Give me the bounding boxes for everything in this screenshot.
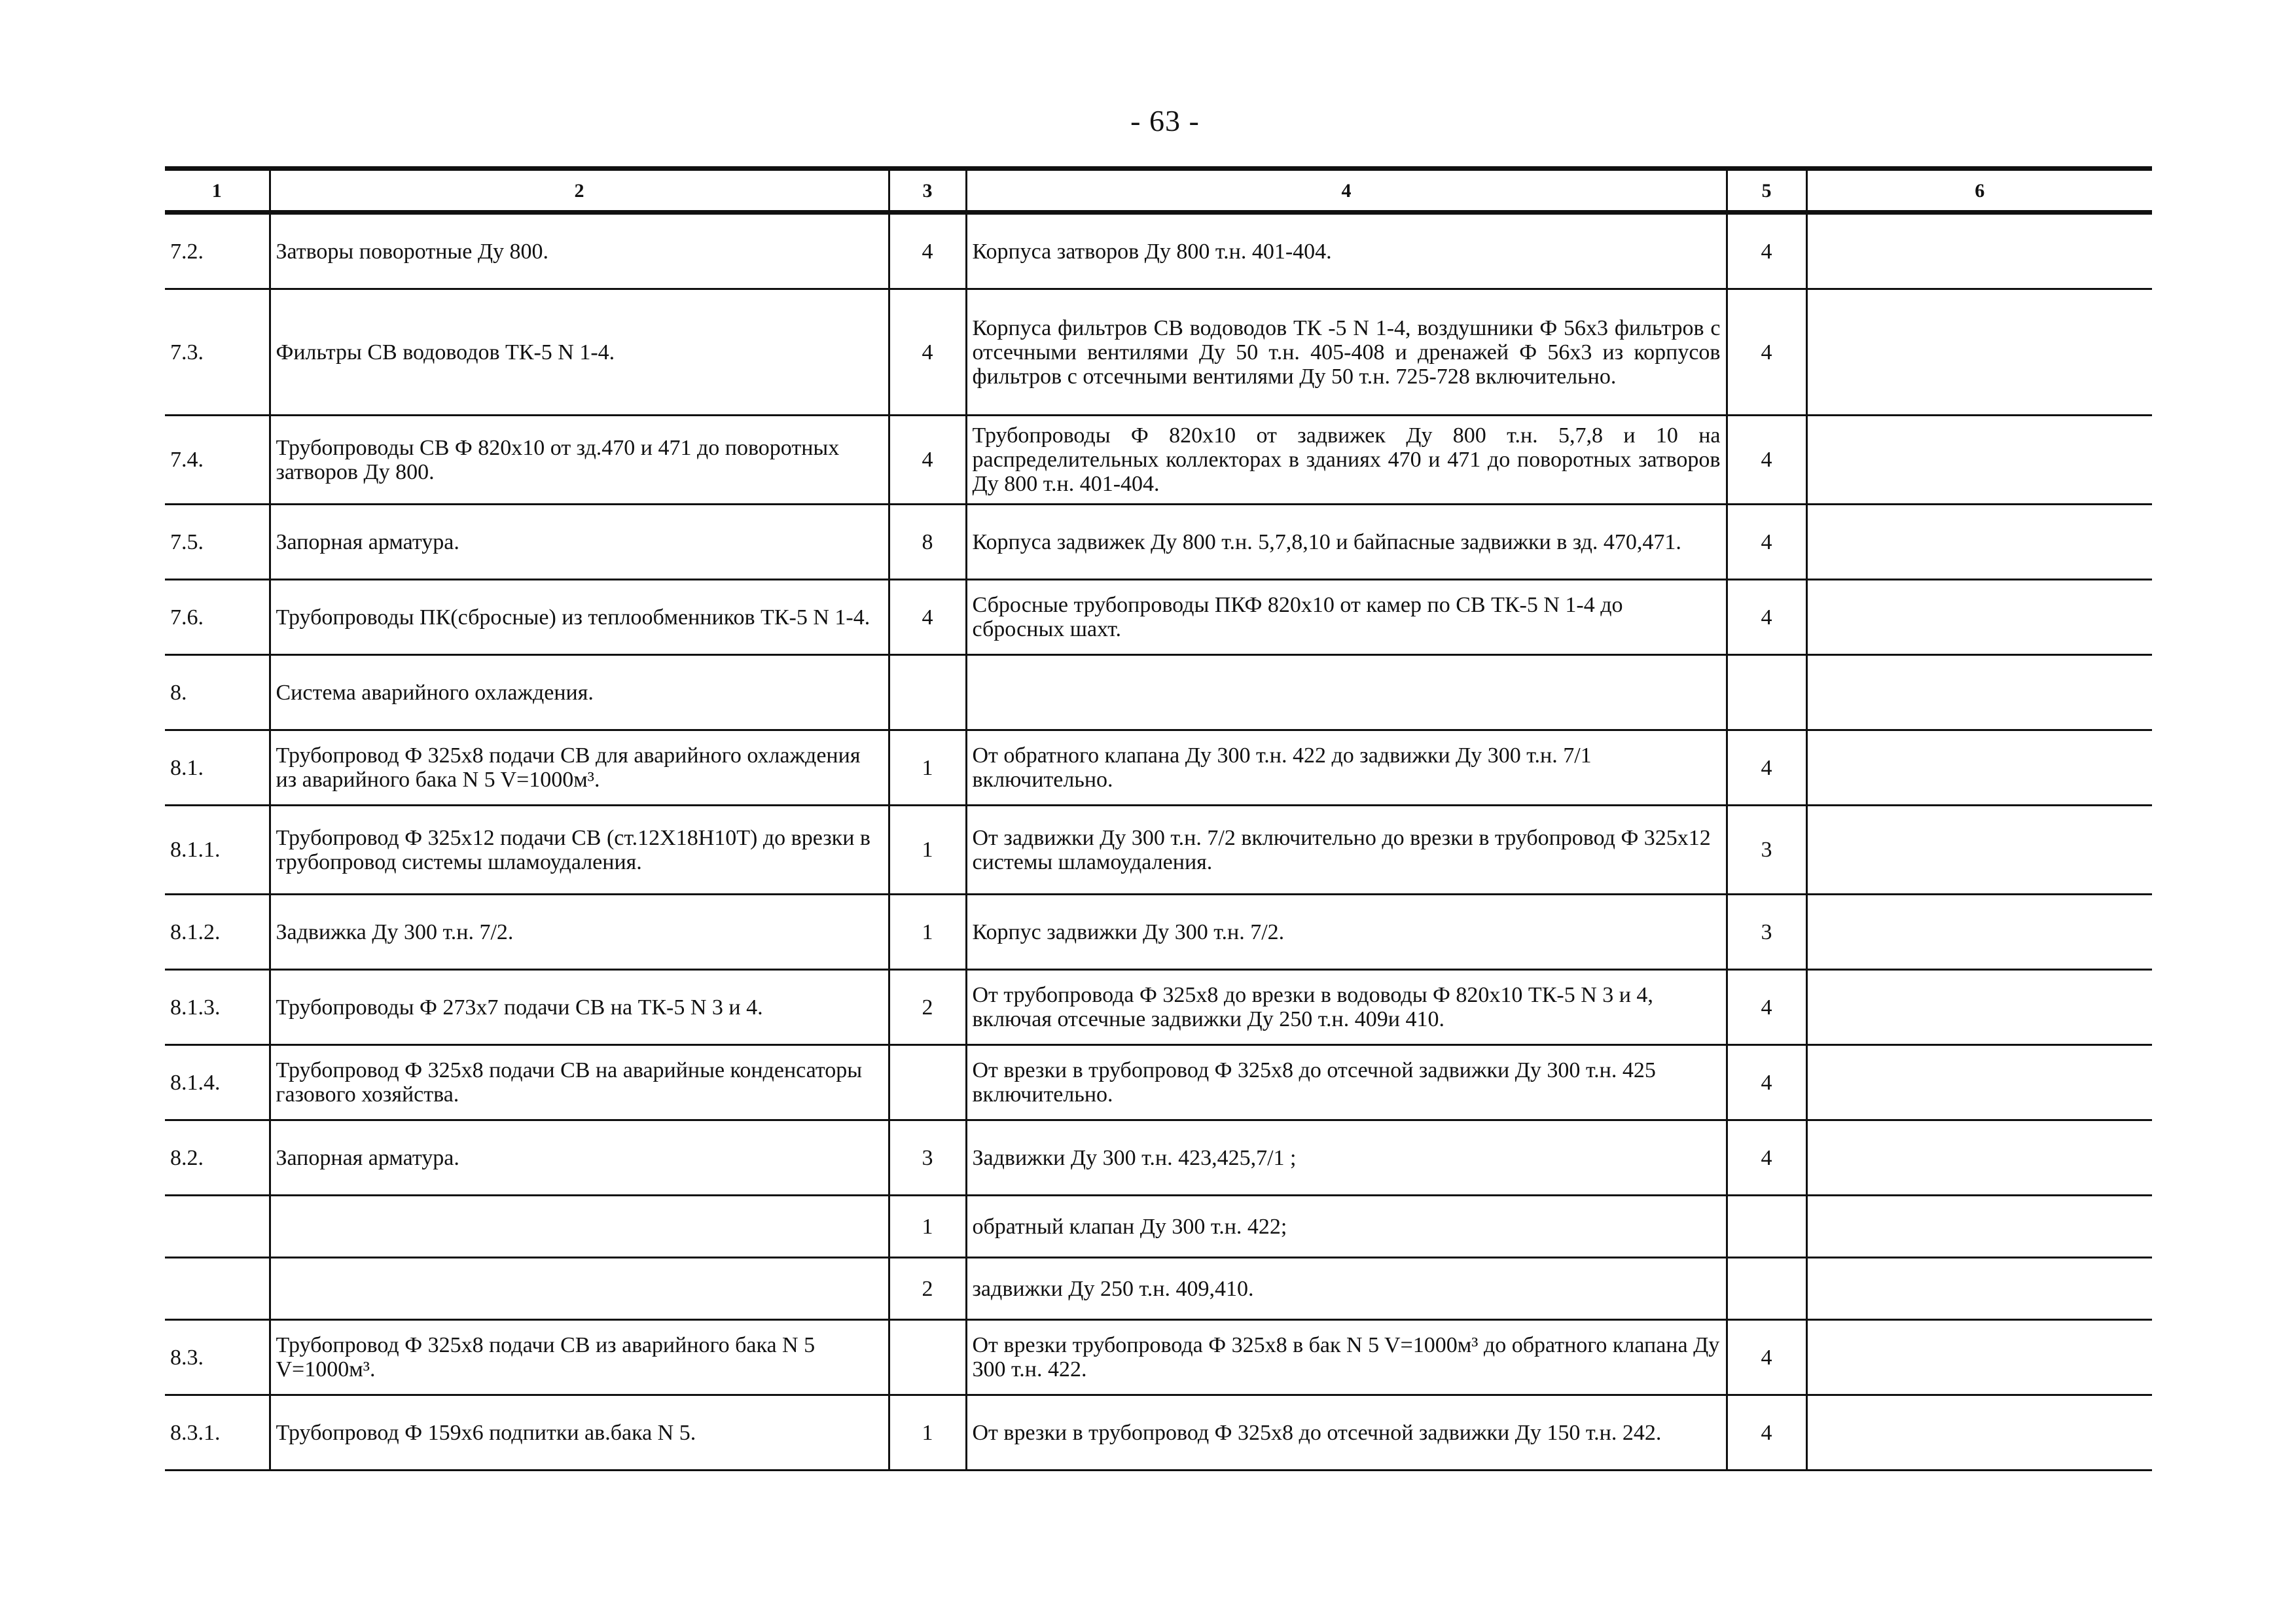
item-category: 4 [1727,416,1806,505]
table-row [165,1120,2152,1196]
item-name: Запорная арматура. [270,1120,889,1196]
item-description: От врезки трубопровода Ф 325х8 в бак N 5 V=1000м³ до обратного клапана Ду 300 т.н. 422. [966,1320,1727,1395]
table-row [165,505,2152,580]
item-category [1727,655,1806,730]
item-note [1806,1120,2152,1196]
item-category: 4 [1727,970,1806,1045]
item-note [1806,730,2152,806]
item-description: Корпуса фильтров СВ водоводов ТК -5 N 1-4, воздушники Ф 56х3 фильтров с отсечными вентилями Ду 50 т.н. 405-408 и дренажей Ф 56х3 из корпусов фильтров с отсечными вентилями Ду 50 т.н. 725-728 включительно. [966,289,1727,416]
item-quantity [889,1045,966,1120]
item-note [1806,505,2152,580]
section-number: 8. [165,655,270,730]
item-category: 4 [1727,730,1806,806]
item-number: 8.3. [165,1320,270,1395]
item-name [270,1196,889,1258]
item-description: От врезки в трубопровод Ф 325х8 до отсечной задвижки Ду 150 т.н. 242. [966,1395,1727,1471]
item-number: 8.1.1. [165,806,270,895]
table-row [165,895,2152,970]
item-quantity: 1 [889,730,966,806]
item-number: 8.3.1. [165,1395,270,1471]
item-number: 7.3. [165,289,270,416]
table-row [165,1045,2152,1120]
item-note [1806,1196,2152,1258]
item-name: Трубопроводы Ф 273х7 подачи СВ на ТК-5 N 3 и 4. [270,970,889,1045]
item-quantity: 4 [889,289,966,416]
column-header-5: 5 [1727,169,1806,213]
item-number [165,1196,270,1258]
column-header-4: 4 [966,169,1727,213]
table-row [165,1196,2152,1258]
item-name: Фильтры СВ водоводов ТК-5 N 1-4. [270,289,889,416]
item-quantity: 4 [889,213,966,289]
equipment-table [165,166,2152,1471]
item-number [165,1258,270,1320]
item-name: Трубопроводы СВ Ф 820х10 от зд.470 и 471 до поворотных затворов Ду 800. [270,416,889,505]
item-category: 3 [1727,895,1806,970]
item-quantity: 2 [889,970,966,1045]
item-quantity [889,1320,966,1395]
item-description: Сбросные трубопроводы ПКФ 820х10 от камер по СВ ТК-5 N 1-4 до сбросных шахт. [966,580,1727,655]
item-number: 8.2. [165,1120,270,1196]
item-note [1806,213,2152,289]
header-row [165,169,2152,213]
table-row [165,580,2152,655]
item-number: 8.1. [165,730,270,806]
item-name: Трубопровод Ф 325х8 подачи СВ на аварийные конденсаторы газового хозяйства. [270,1045,889,1120]
item-number: 8.1.4. [165,1045,270,1120]
item-description: Задвижки Ду 300 т.н. 423,425,7/1 ; [966,1120,1727,1196]
table-row [165,970,2152,1045]
item-description [966,655,1727,730]
item-note [1806,580,2152,655]
item-category: 4 [1727,1120,1806,1196]
item-category [1727,1258,1806,1320]
item-number: 7.2. [165,213,270,289]
item-quantity: 8 [889,505,966,580]
item-name: Трубопровод Ф 325х12 подачи СВ (ст.12Х18Н10Т) до врезки в трубопровод системы шламоудаления. [270,806,889,895]
item-category [1727,1196,1806,1258]
item-name: Трубопровод Ф 325х8 подачи СВ из аварийного бака N 5 V=1000м³. [270,1320,889,1395]
item-category: 3 [1727,806,1806,895]
item-description: Корпус задвижки Ду 300 т.н. 7/2. [966,895,1727,970]
column-header-3: 3 [889,169,966,213]
item-category: 4 [1727,580,1806,655]
item-name: Трубопровод Ф 159х6 подпитки ав.бака N 5. [270,1395,889,1471]
item-category: 4 [1727,213,1806,289]
item-description: От трубопровода Ф 325х8 до врезки в водоводы Ф 820х10 ТК-5 N 3 и 4, включая отсечные задвижки Ду 250 т.н. 409и 410. [966,970,1727,1045]
item-description: Корпуса затворов Ду 800 т.н. 401-404. [966,213,1727,289]
item-category: 4 [1727,505,1806,580]
table-row [165,730,2152,806]
item-description: От задвижки Ду 300 т.н. 7/2 включительно до врезки в трубопровод Ф 325х12 системы шламоудаления. [966,806,1727,895]
item-name: Задвижка Ду 300 т.н. 7/2. [270,895,889,970]
item-description: обратный клапан Ду 300 т.н. 422; [966,1196,1727,1258]
table-row [165,806,2152,895]
item-category: 4 [1727,1395,1806,1471]
item-description: Корпуса задвижек Ду 800 т.н. 5,7,8,10 и байпасные задвижки в зд. 470,471. [966,505,1727,580]
section-title: Система аварийного охлаждения. [270,655,889,730]
item-note [1806,1258,2152,1320]
item-number: 8.1.2. [165,895,270,970]
item-note [1806,970,2152,1045]
item-quantity: 1 [889,1196,966,1258]
item-description: От врезки в трубопровод Ф 325х8 до отсечной задвижки Ду 300 т.н. 425 включительно. [966,1045,1727,1120]
item-quantity: 4 [889,580,966,655]
item-note [1806,289,2152,416]
table-row [165,213,2152,289]
item-note [1806,806,2152,895]
item-name: Затворы поворотные Ду 800. [270,213,889,289]
item-quantity: 3 [889,1120,966,1196]
item-note [1806,1320,2152,1395]
item-note [1806,416,2152,505]
item-name: Трубопроводы ПК(сбросные) из теплообменников ТК-5 N 1-4. [270,580,889,655]
item-description: От обратного клапана Ду 300 т.н. 422 до задвижки Ду 300 т.н. 7/1 включительно. [966,730,1727,806]
column-header-1: 1 [165,169,270,213]
page-number: - 63 - [1130,104,1200,137]
item-name: Трубопровод Ф 325х8 подачи СВ для аварийного охлаждения из аварийного бака N 5 V=1000м³. [270,730,889,806]
column-header-2: 2 [270,169,889,213]
section-row [165,655,2152,730]
item-note [1806,655,2152,730]
item-number: 7.6. [165,580,270,655]
table-header [165,169,2152,213]
item-number: 7.4. [165,416,270,505]
item-number: 7.5. [165,505,270,580]
item-quantity: 1 [889,806,966,895]
item-category: 4 [1727,1320,1806,1395]
item-quantity: 1 [889,1395,966,1471]
item-name [270,1258,889,1320]
item-note [1806,1045,2152,1120]
item-description: задвижки Ду 250 т.н. 409,410. [966,1258,1727,1320]
table-row [165,1395,2152,1471]
table-row [165,1320,2152,1395]
column-header-6: 6 [1806,169,2152,213]
table-row [165,416,2152,505]
item-note [1806,895,2152,970]
item-number: 8.1.3. [165,970,270,1045]
item-quantity: 1 [889,895,966,970]
item-name: Запорная арматура. [270,505,889,580]
table-row [165,1258,2152,1320]
item-description: Трубопроводы Ф 820х10 от задвижек Ду 800 т.н. 5,7,8 и 10 на распределительных коллекторах в зданиях 470 и 471 до поворотных затворов Ду 800 т.н. 401-404. [966,416,1727,505]
item-note [1806,1395,2152,1471]
table-body [165,213,2152,1471]
item-quantity: 4 [889,416,966,505]
table-row [165,289,2152,416]
item-quantity [889,655,966,730]
item-quantity: 2 [889,1258,966,1320]
item-category: 4 [1727,1045,1806,1120]
item-category: 4 [1727,289,1806,416]
